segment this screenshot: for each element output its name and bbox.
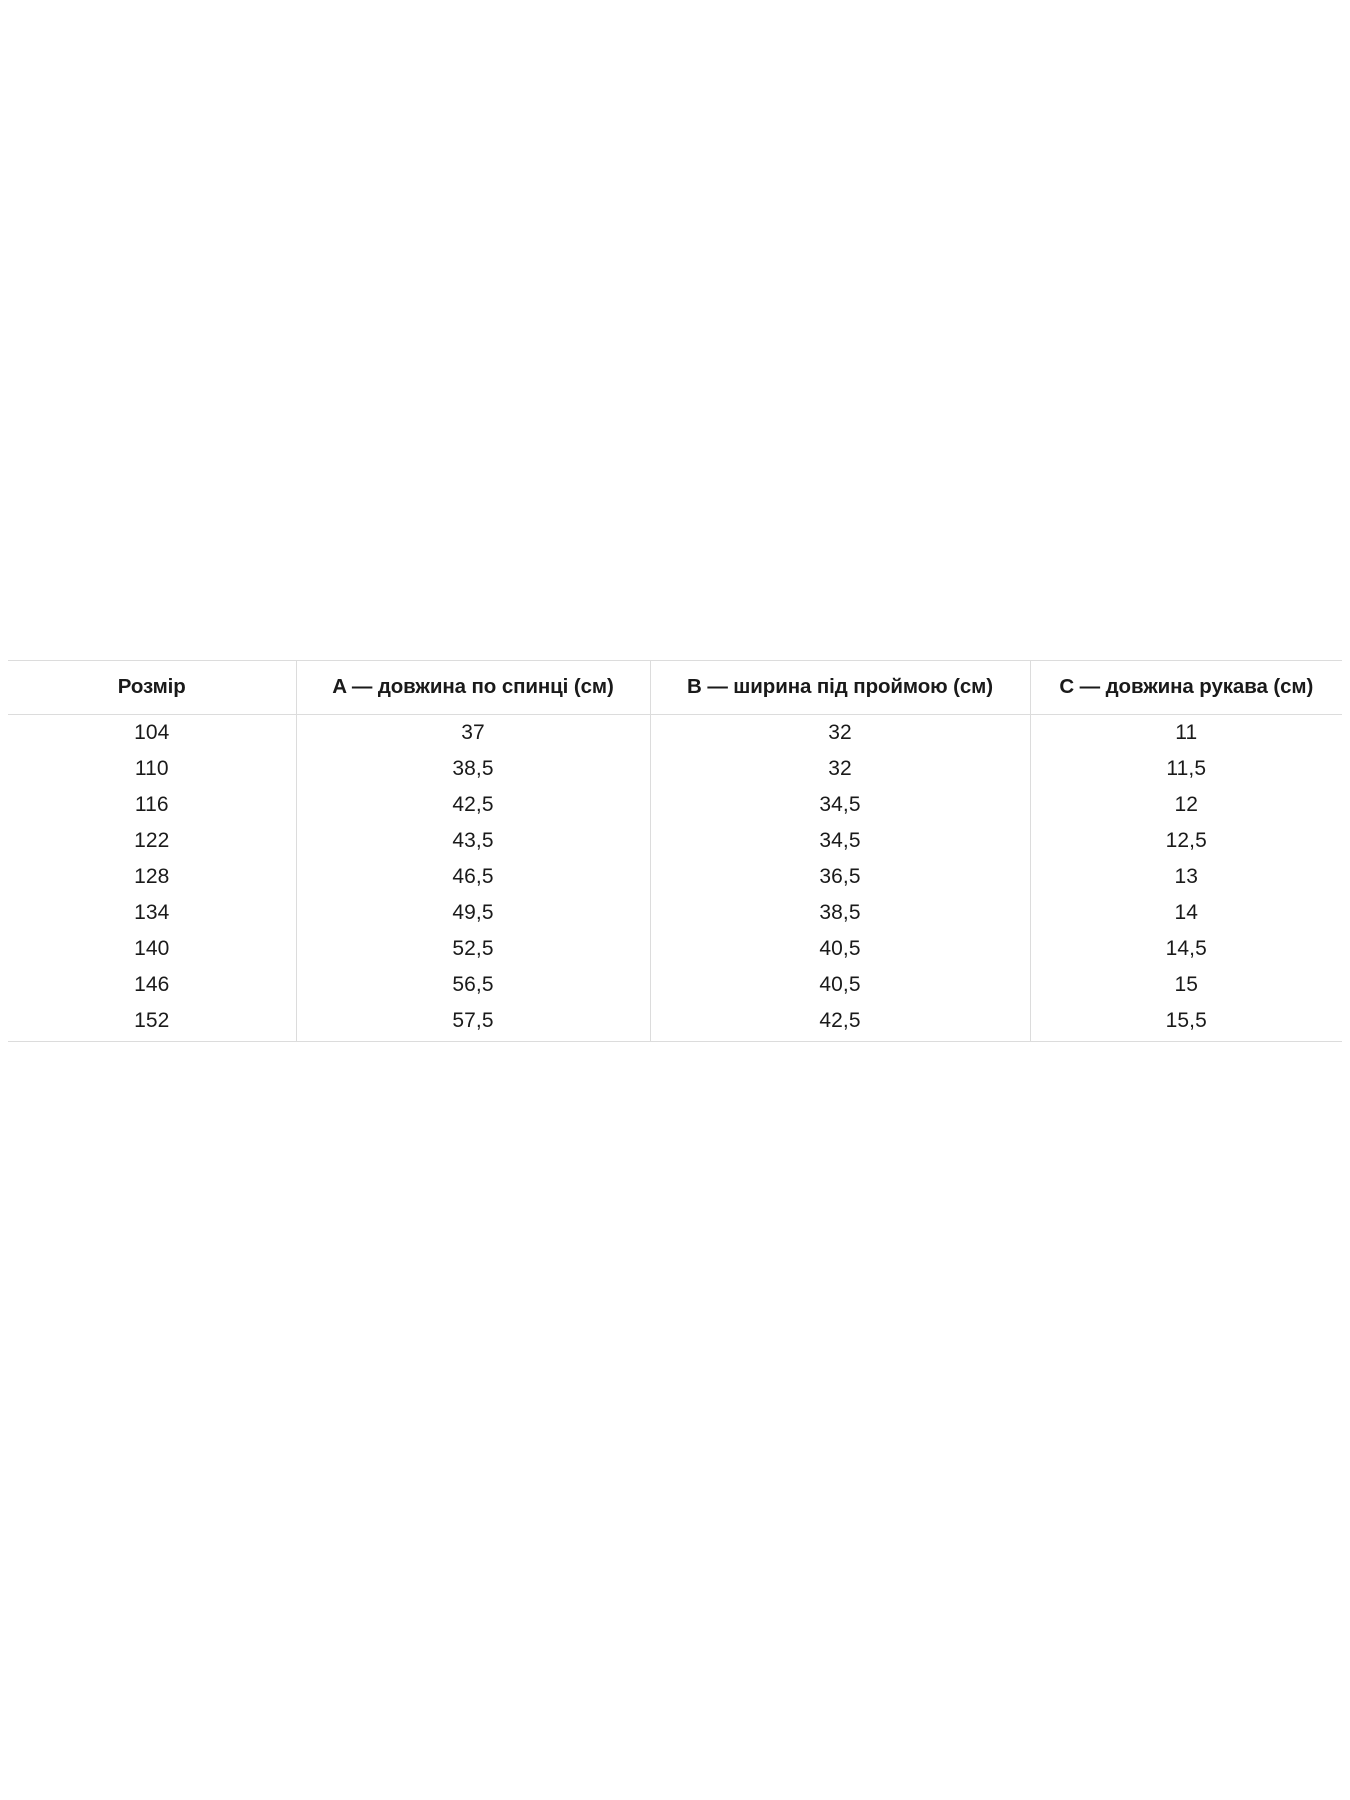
cell-sleeve-length: 14,5 [1165, 937, 1207, 960]
table-row [8, 715, 1342, 752]
cell-size: 104 [8, 715, 296, 752]
column-header-size: Розмір [8, 661, 296, 715]
cell-sleeve-length: 15,5 [1030, 1003, 1342, 1042]
table-row [8, 823, 1342, 859]
column-header-sleeve-length: C — довжина рукава (см) [1030, 661, 1342, 715]
cell-chest-width: 32 [650, 751, 1030, 787]
table-body [8, 715, 1342, 1042]
table-row [8, 895, 1342, 931]
cell-size: 134 [8, 895, 296, 931]
cell-back-length: 56,5 [296, 967, 650, 1003]
cell-chest-width: 34,5 [650, 787, 1030, 823]
table-header-row [8, 661, 1342, 715]
cell-size: 110 [8, 751, 296, 787]
cell-size: 128 [8, 859, 296, 895]
cell-sleeve-length: 11 [1175, 721, 1198, 744]
cell-size: 140 [8, 931, 296, 967]
table-row [8, 931, 1342, 967]
cell-back-length: 57,5 [296, 1003, 650, 1042]
cell-chest-width: 40,5 [650, 967, 1030, 1003]
cell-sleeve-length: 12,5 [1165, 829, 1207, 852]
cell-size: 152 [8, 1003, 296, 1042]
size-chart-container [8, 660, 1342, 1042]
cell-back-length: 52,5 [296, 931, 650, 967]
table-row [8, 1003, 1342, 1042]
cell-back-length: 37 [296, 715, 650, 752]
cell-back-length: 46,5 [296, 859, 650, 895]
cell-chest-width: 42,5 [650, 1003, 1030, 1042]
column-header-chest-width: B — ширина під проймою (см) [650, 661, 1030, 715]
cell-sleeve-length: 15 [1174, 973, 1199, 996]
cell-size: 122 [8, 823, 296, 859]
cell-chest-width: 34,5 [650, 823, 1030, 859]
column-header-back-length: A — довжина по спинці (см) [296, 661, 650, 715]
cell-chest-width: 38,5 [650, 895, 1030, 931]
table-row [8, 787, 1342, 823]
cell-back-length: 42,5 [296, 787, 650, 823]
size-chart-table [8, 660, 1342, 1042]
cell-sleeve-length: 12 [1174, 793, 1199, 816]
cell-chest-width: 40,5 [650, 931, 1030, 967]
table-row [8, 967, 1342, 1003]
cell-back-length: 49,5 [296, 895, 650, 931]
cell-size: 146 [8, 967, 296, 1003]
cell-sleeve-length: 11,5 [1166, 757, 1207, 780]
cell-size: 116 [8, 787, 296, 823]
cell-back-length: 38,5 [296, 751, 650, 787]
cell-sleeve-length: 13 [1174, 865, 1199, 888]
table-header [8, 661, 1342, 715]
cell-sleeve-length: 14 [1174, 901, 1199, 924]
table-row [8, 859, 1342, 895]
table-row [8, 751, 1342, 787]
cell-back-length: 43,5 [296, 823, 650, 859]
cell-chest-width: 32 [650, 715, 1030, 752]
cell-chest-width: 36,5 [650, 859, 1030, 895]
